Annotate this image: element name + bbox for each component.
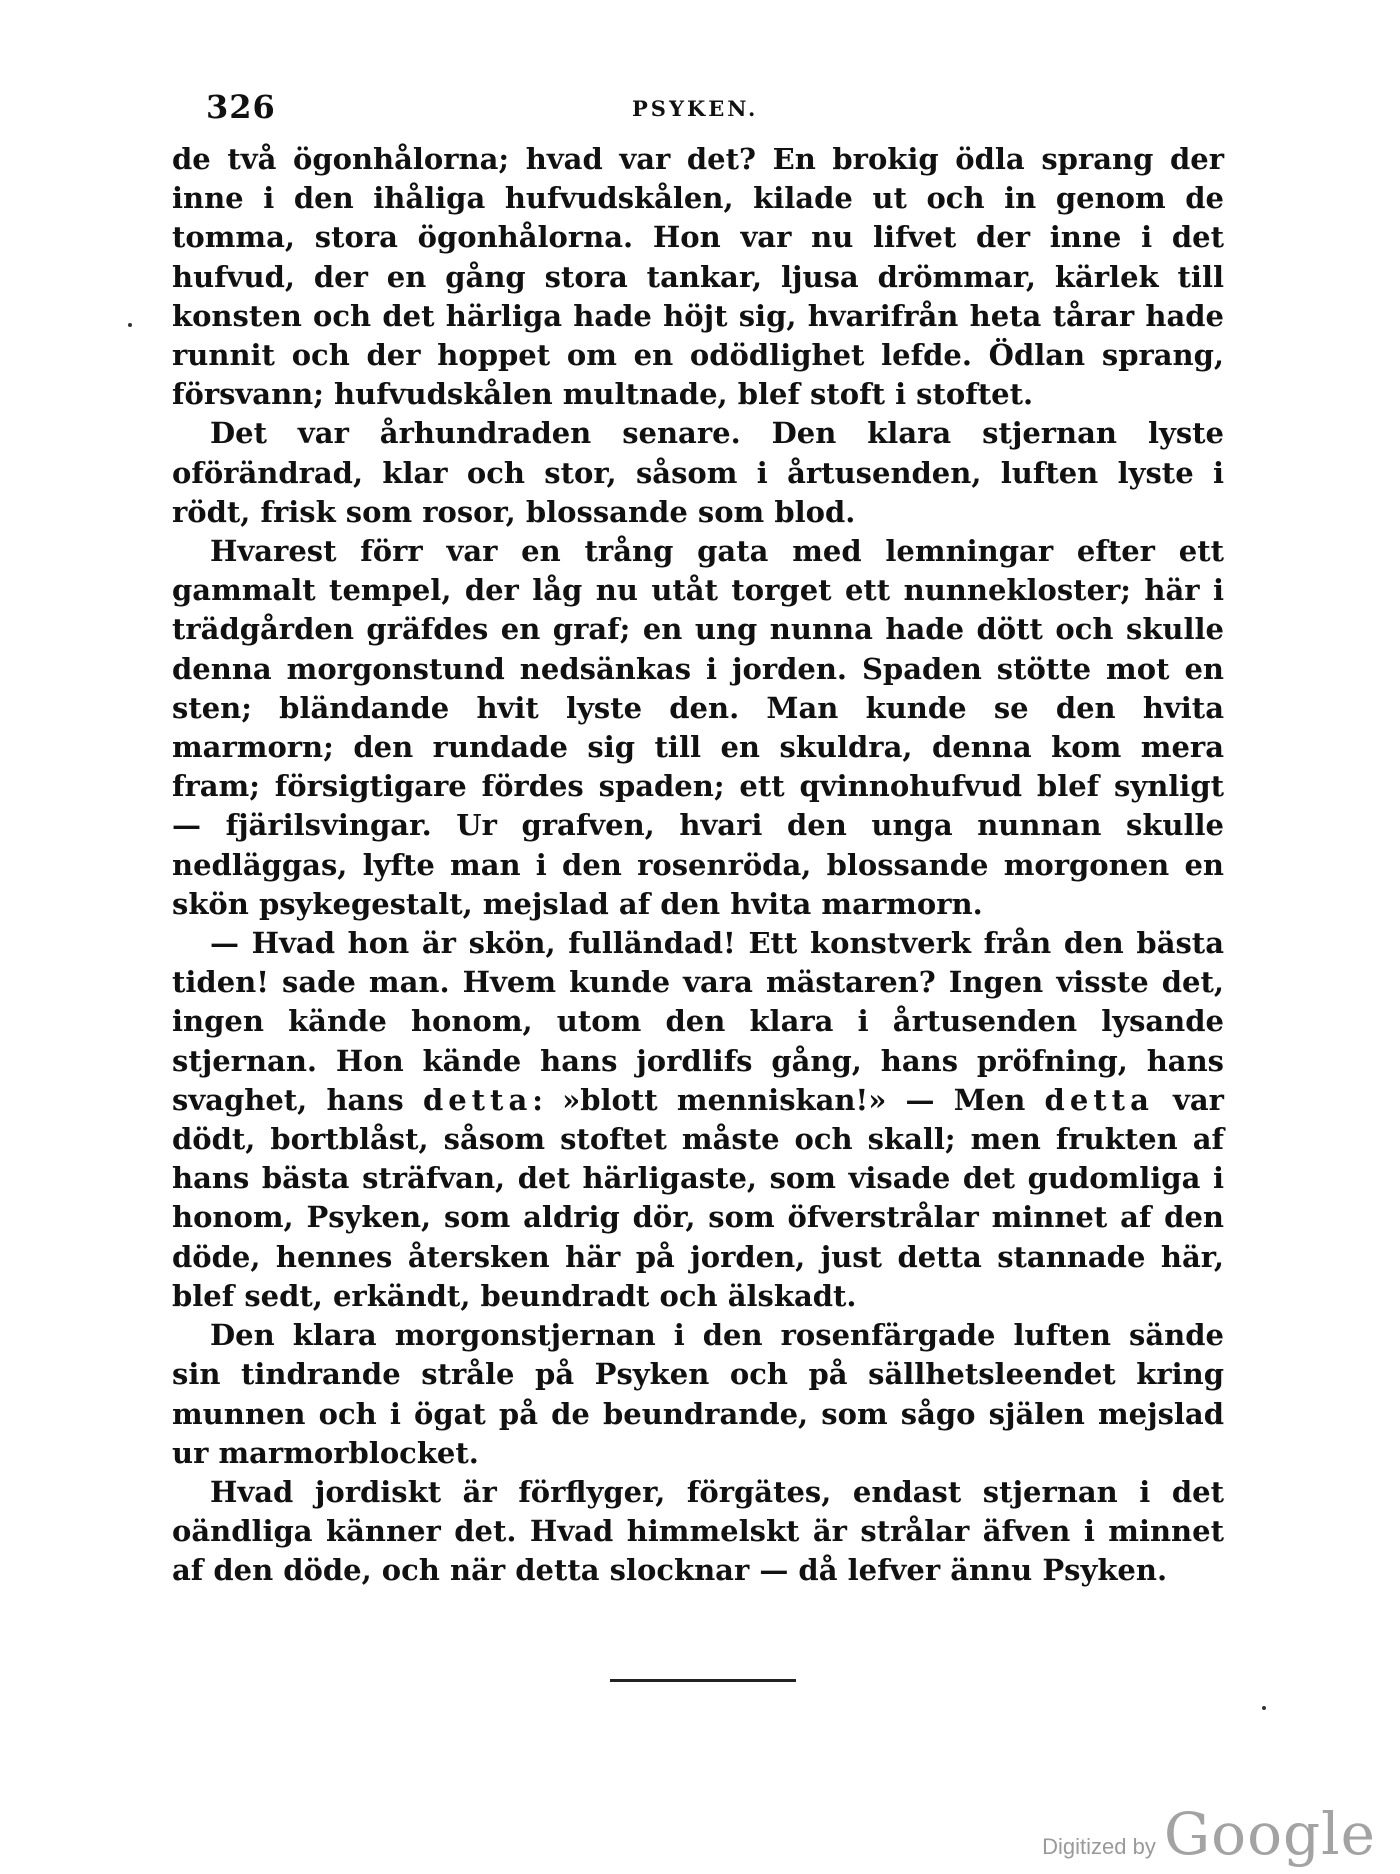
paragraph-1: de två ögonhålorna; hvad var det? En brokig ödla sprang der inne i den ihåliga hufvudskålen, kilade ut och in genom de tomma, stora ögonhålorna. Hon var nu lifvet der inne i det hufvud, der en gång stora tankar, ljusa drömmar, kärlek till konsten och det härliga hade höjt sig, hvarifrån heta tårar hade runnit och der hoppet om en odödlighet lefde. Ödlan sprang, försvann; hufvudskålen multnade, blef stoft i stoftet. xyxy=(172,142,1224,412)
paragraph-3: Hvarest förr var en trång gata med lemningar efter ett gammalt tempel, der låg nu utåt torget ett nunnekloster; här i trädgården gräfdes en graf; en ung nunna hade dött och skulle denna morgonstund nedsänkas i jorden. Spaden stötte mot en sten; bländande hvit lyste den. Man kunde se den hvita marmorn; den rundade sig till en skuldra, denna kom mera fram; försigtigare fördes spaden; ett qvinnohufvud blef synligt — fjärilsvingar. Ur grafven, hvari den unga nunnan skulle nedläggas, lyfte man i den rosenröda, blossande morgonen en skön psykegestalt, mejslad af den hvita marmorn. xyxy=(172,534,1224,921)
end-rule-divider xyxy=(610,1679,796,1682)
body-text xyxy=(172,140,1224,1591)
paragraph-4-text-b: : »blott menniskan!» — Men xyxy=(532,1082,1045,1117)
page-header xyxy=(206,88,1228,128)
running-head: PSYKEN. xyxy=(632,96,759,121)
ink-speck xyxy=(1262,1706,1266,1710)
spaced-word-detta-2: detta xyxy=(1044,1082,1154,1117)
ink-speck xyxy=(128,323,132,327)
paragraph-4-text-a: — Hvad hon är skön, fulländad! Ett konstverk från den bästa tiden! sade man. Hvem kunde vara mästaren? Ingen visste det, ingen kände honom, utom den klara i årtusenden lysande stjernan. Hon kände hans jordlifs gång, hans pröfning, hans svaghet, hans xyxy=(172,926,1224,1117)
paragraph-5: Den klara morgonstjernan i den rosenfärgade luften sände sin tindrande stråle på Psyken och på sällhetsleendet kring munnen och i ögat på de beundrande, som sågo själen mejslad ur marmorblocket. xyxy=(172,1318,1224,1470)
paragraph-2: Det var århundraden senare. Den klara stjernan lyste oförändrad, klar och stor, såsom i årtusenden, luften lyste i rödt, frisk som rosor, blossande som blod. xyxy=(172,416,1224,529)
digitized-by-google-watermark xyxy=(1042,1800,1376,1868)
page-number: 326 xyxy=(206,88,276,126)
google-logo: Google xyxy=(1163,1800,1376,1868)
paragraph-4 xyxy=(172,924,1224,1316)
paragraph-4-text-c: var dödt, bortblåst, såsom stoftet måste och skall; men frukten af hans bästa sträfvan, det härligaste, som visade det gudomliga i honom, Psyken, som aldrig dör, som öfverstrålar minnet af den döde, hennes återsken här på jorden, just detta stannade här, blef sedt, erkändt, beundradt och älskadt. xyxy=(172,1082,1224,1313)
paragraph-6: Hvad jordiskt är förflyger, förgätes, endast stjernan i det oändliga känner det. Hvad himmelskt är strålar äfven i minnet af den döde, och när detta slocknar — då lefver ännu Psyken. xyxy=(172,1474,1224,1588)
watermark-prefix: Digitized by xyxy=(1042,1834,1156,1859)
spaced-word-detta-1: detta xyxy=(422,1082,533,1117)
